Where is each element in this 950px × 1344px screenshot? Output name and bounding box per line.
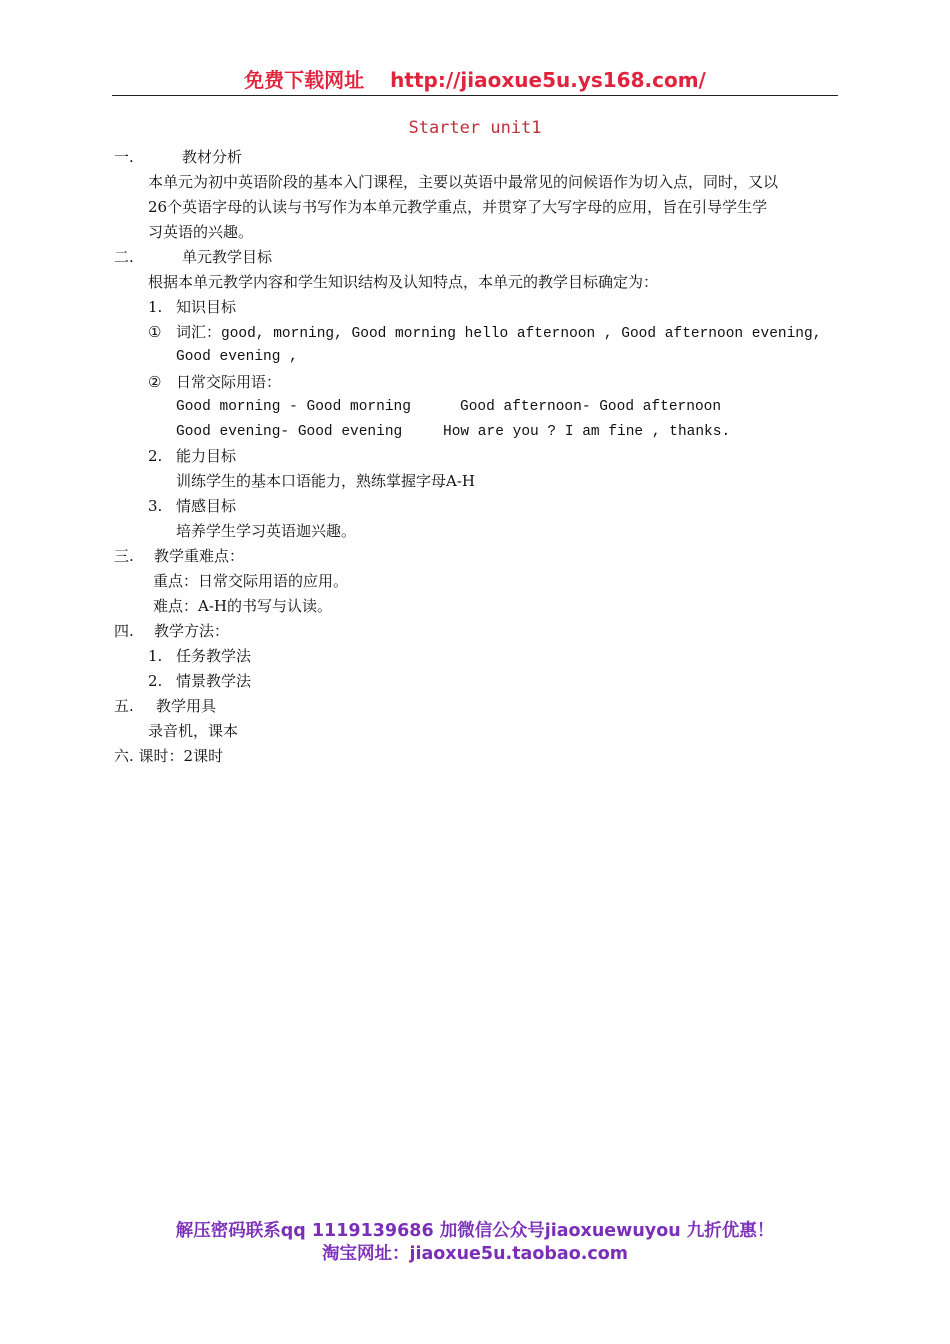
key-point: 重点：日常交际用语的应用。 [153,572,349,590]
section-5-title: 教学用具 [156,697,217,715]
expression-row-1-b: Good afternoon- Good afternoon [460,399,722,415]
section-2-intro: 根据本单元教学内容和学生知识结构及认知特点，本单元的教学目标确定为： [148,273,659,291]
section-4-title: 教学方法： [154,622,230,640]
goal-2-text: 训练学生的基本口语能力，熟练掌握字母A-H [176,472,475,490]
goal-3-label: 情感目标 [176,497,237,515]
method-1 [148,646,251,666]
goal-3 [148,496,236,516]
section-2-heading [114,247,272,267]
goal-1-label: 知识目标 [176,298,237,316]
section-3-heading [114,546,244,566]
goal-2-label: 能力目标 [176,447,237,465]
section-1-paragraph-line-1: 本单元为初中英语阶段的基本入门课程，主要以英语中最常见的问候语作为切入点，同时，又以 [148,173,779,191]
section-4-heading [114,621,229,641]
section-3-number: 三. [114,547,134,565]
expression-row-2-a: Good evening- Good evening [176,424,403,440]
method-2 [148,671,251,691]
expressions-item [148,372,281,392]
method-2-number: 2. [148,672,163,690]
circled-2-mark: ② [148,373,162,391]
section-2-title: 单元教学目标 [182,248,273,266]
circled-1-mark: ① [148,323,162,341]
header-label: 免费下载网址 [244,68,365,92]
footer-taobao-link[interactable]: 淘宝网址：jiaoxue5u.taobao.com [321,1244,629,1264]
goal-2-number: 2. [148,447,163,465]
vocab-words: good, morning, Good morning hello afternoon , Good afternoon evening, [221,326,822,342]
section-3-title: 教学重难点： [154,547,245,565]
header-url-link[interactable]: http://jiaoxue5u.ys168.com/ [390,68,706,92]
vocab-item [148,322,821,344]
page-header [112,66,838,94]
teaching-tools: 录音机，课本 [148,722,239,740]
section-4-number: 四. [114,622,134,640]
goal-1-number: 1. [148,298,163,316]
section-6-class-hours: 六. 课时：2课时 [114,747,224,765]
section-5-number: 五. [114,697,134,715]
difficult-point: 难点：A-H的书写与认读。 [153,597,332,615]
section-5-heading [114,696,216,716]
goal-3-number: 3. [148,497,163,515]
expressions-label: 日常交际用语： [176,373,282,391]
section-1-heading [114,147,242,167]
header-divider [112,95,838,96]
document-title: Starter unit1 [408,118,542,138]
expression-row-1-a: Good morning - Good morning [176,399,411,415]
method-2-text: 情景教学法 [176,672,252,690]
footer-line-1: 解压密码联系qq 1119139686 加微信公众号jiaoxuewuyou 九折优惠！ [175,1221,775,1241]
section-2-number: 二. [114,248,134,266]
section-1-number: 一. [114,148,134,166]
expression-row-2-b: How are you ? I am fine , thanks. [443,424,731,440]
method-1-text: 任务教学法 [176,647,252,665]
goal-1 [148,297,236,317]
section-1-paragraph-line-3: 习英语的兴趣。 [148,223,254,241]
method-1-number: 1. [148,647,163,665]
vocab-label: 词汇： [176,323,222,341]
vocab-words-continued: Good evening , [176,349,298,365]
section-1-paragraph-line-2: 26个英语字母的认读与书写作为本单元教学重点，并贯穿了大写字母的应用，旨在引导学生学 [148,198,768,216]
goal-3-text: 培养学生学习英语迦兴趣。 [176,522,357,540]
goal-2 [148,446,236,466]
section-1-title: 教材分析 [182,148,243,166]
